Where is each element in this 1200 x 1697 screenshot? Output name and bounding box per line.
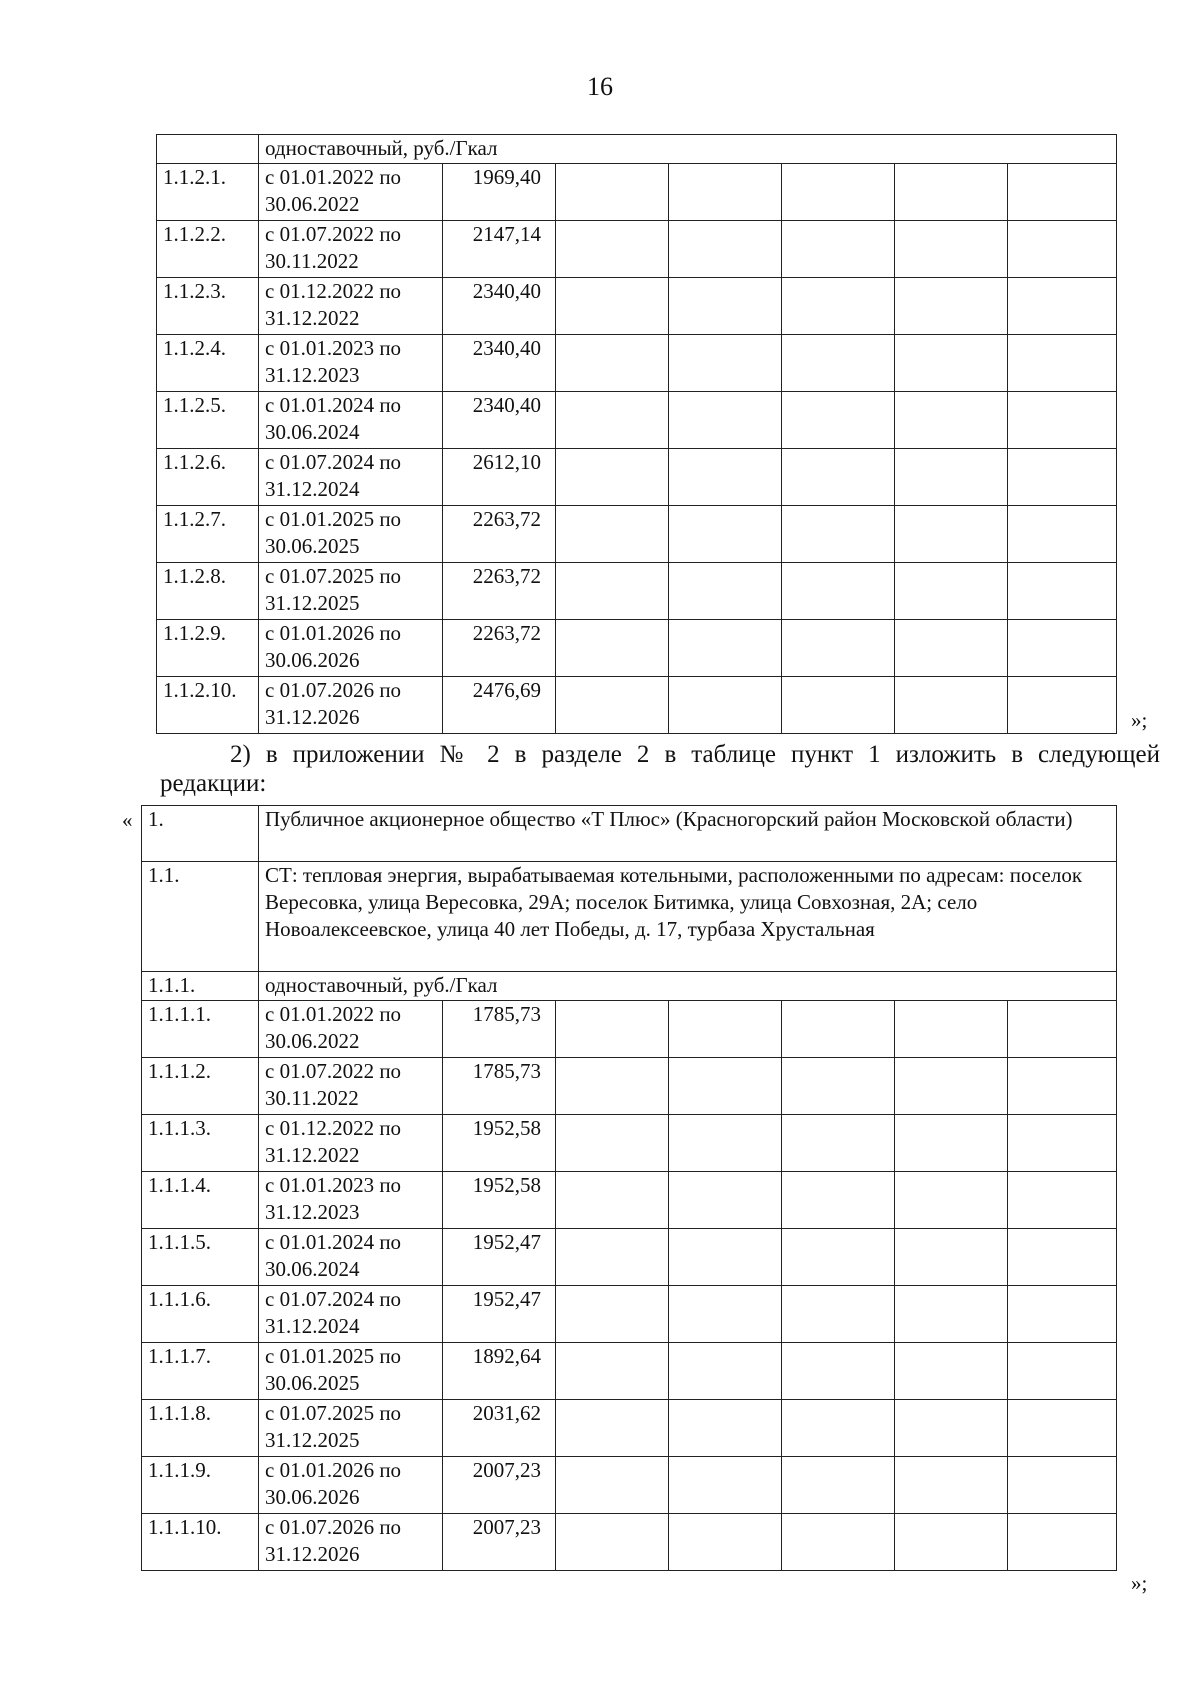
period-start: с 01.01.2025 по [265,1344,402,1368]
period-end: 31.12.2023 [265,363,360,387]
period-end: 30.11.2022 [265,1086,359,1110]
empty-cell [895,1229,1008,1286]
empty-cell [895,1001,1008,1058]
opening-quote-mark: « [122,808,133,832]
period-end: 31.12.2024 [265,1314,360,1338]
table-row [142,1172,1117,1229]
period-cell [259,1286,443,1343]
period-start: с 01.01.2022 по [265,1002,402,1026]
tariff-value-text: 2476,69 [472,678,541,702]
row-code [157,278,259,335]
period-start: с 01.07.2022 по [265,222,402,246]
empty-cell [782,278,895,335]
empty-cell [895,1457,1008,1514]
tariff-value [443,506,556,563]
table-row [157,164,1117,221]
empty-cell [669,1400,782,1457]
tariff-value-text: 1952,47 [472,1230,541,1254]
period-start: с 01.07.2025 по [265,564,402,588]
row-code [142,1229,259,1286]
amendment-paragraph [160,740,1160,798]
tariff-value-text: 1969,40 [472,165,541,189]
period-end: 31.12.2025 [265,591,360,615]
empty-cell [1008,1400,1117,1457]
empty-cell [556,1343,669,1400]
tariff-value [443,164,556,221]
tariff-value [443,1115,556,1172]
row-code [157,221,259,278]
empty-cell [556,677,669,734]
empty-cell [895,335,1008,392]
row-code-text: 1.1.1.1. [148,1002,211,1026]
empty-cell [1008,677,1117,734]
row-code [157,620,259,677]
empty-cell [669,164,782,221]
table-row [157,449,1117,506]
tariff-value [443,1400,556,1457]
row-code-text: 1.1.1.5. [148,1230,211,1254]
row-code-text: 1.1.1.8. [148,1401,211,1425]
period-start: с 01.07.2026 по [265,1515,402,1539]
row-code-text: 1.1.1.2. [148,1059,211,1083]
empty-cell [782,1457,895,1514]
period-end: 30.06.2022 [265,192,360,216]
empty-cell [669,1514,782,1571]
empty-cell [669,1343,782,1400]
closing-quote-mark: »; [1131,1571,1148,1595]
tariff-value [443,221,556,278]
table-unit-row [142,972,1117,1001]
period-start: с 01.12.2022 по [265,1116,402,1140]
empty-cell [556,1115,669,1172]
empty-cell [1008,278,1117,335]
empty-cell [1008,1343,1117,1400]
empty-cell [895,278,1008,335]
empty-cell [782,1343,895,1400]
table-row [142,1286,1117,1343]
tariff-value [443,1286,556,1343]
row-code [142,1400,259,1457]
empty-cell [556,563,669,620]
tariff-value [443,677,556,734]
empty-cell [669,1001,782,1058]
period-cell [259,563,443,620]
row-code [142,1172,259,1229]
table-row [157,392,1117,449]
tariff-table-1 [156,134,1117,734]
empty-cell [1008,164,1117,221]
table-unit-row [157,135,1117,164]
period-cell [259,1400,443,1457]
period-cell [259,1343,443,1400]
empty-cell [669,221,782,278]
tariff-value [443,449,556,506]
paragraph-line-1: 2) в приложении № 2 в разделе 2 в таблице пункт 1 изложить в следующей [230,741,1160,768]
row-code-text: 1.1.2.5. [163,393,226,417]
empty-cell [895,449,1008,506]
tariff-subject-text: СТ: тепловая энергия, вырабатываемая котельными, расположенными по адресам: поселок Вересовка, улица Вересовка, 29А; поселок Битимка, улица Совхозная, 2А; село Новоалексеевское, улица 40 лет Победы, д. 17, турбаза Хрустальная [259,862,1117,972]
tariff-value-text: 2147,14 [472,222,541,246]
empty-cell [1008,1058,1117,1115]
table-row [157,563,1117,620]
empty-cell [669,335,782,392]
tariff-value-text: 1952,58 [472,1173,541,1197]
empty-cell [556,1229,669,1286]
row-code [157,164,259,221]
period-cell [259,506,443,563]
row-code [142,1457,259,1514]
period-end: 31.12.2022 [265,306,360,330]
period-cell [259,1514,443,1571]
empty-cell [782,221,895,278]
period-end: 30.06.2024 [265,420,360,444]
empty-cell [1008,1514,1117,1571]
organization-name: Публичное акционерное общество «Т Плюс» (Красногорский район Московской области) [259,806,1117,862]
period-cell [259,449,443,506]
empty-cell [782,1172,895,1229]
tariff-value-text: 2340,40 [472,393,541,417]
period-start: с 01.07.2025 по [265,1401,402,1425]
row-code-text: 1.1.2.10. [163,678,237,702]
row-code [142,1286,259,1343]
tariff-value-text: 1892,64 [472,1344,541,1368]
row-code-text: 1.1.2.7. [163,507,226,531]
tariff-subject-row [142,862,1117,972]
period-end: 30.06.2024 [265,1257,360,1281]
period-end: 31.12.2022 [265,1143,360,1167]
closing-quote-mark: »; [1131,708,1148,732]
period-cell [259,1001,443,1058]
row-code [157,449,259,506]
tariff-value [443,1343,556,1400]
empty-cell [669,1457,782,1514]
empty-cell [895,1058,1008,1115]
empty-cell [1008,506,1117,563]
empty-cell [669,506,782,563]
row-code [157,677,259,734]
empty-cell [556,1400,669,1457]
table-row [142,1514,1117,1571]
period-start: с 01.01.2024 по [265,1230,402,1254]
period-start: с 01.07.2024 по [265,450,402,474]
empty-cell [895,620,1008,677]
period-end: 30.06.2026 [265,648,360,672]
empty-cell [782,677,895,734]
empty-cell [782,392,895,449]
empty-cell [669,1115,782,1172]
empty-cell [895,392,1008,449]
empty-cell [1008,1115,1117,1172]
period-start: с 01.01.2023 по [265,336,402,360]
period-start: с 01.01.2022 по [265,165,402,189]
empty-cell [669,1286,782,1343]
empty-cell [782,449,895,506]
empty-cell [782,1400,895,1457]
empty-cell [556,1058,669,1115]
empty-cell [895,1115,1008,1172]
empty-cell [669,677,782,734]
tariff-value [443,392,556,449]
period-end: 31.12.2025 [265,1428,360,1452]
tariff-value [443,1514,556,1571]
empty-cell [669,449,782,506]
period-cell [259,1229,443,1286]
period-start: с 01.01.2025 по [265,507,402,531]
period-start: с 01.07.2026 по [265,678,402,702]
empty-cell [782,620,895,677]
empty-cell [1008,1172,1117,1229]
empty-cell [895,164,1008,221]
table-row [142,1229,1117,1286]
period-cell [259,1172,443,1229]
empty-cell [895,1514,1008,1571]
empty-cell [1008,1229,1117,1286]
period-start: с 01.01.2026 по [265,621,402,645]
table-row [157,506,1117,563]
empty-cell [669,1229,782,1286]
tariff-value [443,563,556,620]
tariff-value-text: 1785,73 [472,1059,541,1083]
row-code [157,335,259,392]
period-end: 30.06.2026 [265,1485,360,1509]
tariff-value-text: 2007,23 [472,1458,541,1482]
period-cell [259,677,443,734]
empty-cell [782,506,895,563]
row-code-text: 1.1.1.10. [148,1515,222,1539]
empty-cell [782,1115,895,1172]
empty-cell [669,278,782,335]
row-code-text: 1.1.2.9. [163,621,226,645]
table-row [157,278,1117,335]
period-end: 31.12.2023 [265,1200,360,1224]
row-code: 1. [142,806,259,862]
tariff-value [443,1229,556,1286]
unit-label: одноставочный, руб./Гкал [259,135,1117,164]
tariff-value-text: 2263,72 [472,621,541,645]
empty-cell [556,1286,669,1343]
tariff-value-text: 2007,23 [472,1515,541,1539]
period-cell [259,278,443,335]
empty-cell [556,164,669,221]
row-code: 1.1. [142,862,259,972]
empty-cell [895,1172,1008,1229]
row-code: 1.1.1. [142,972,259,1001]
tariff-value [443,335,556,392]
page-number: 16 [587,72,613,101]
period-end: 30.06.2022 [265,1029,360,1053]
tariff-value-text: 1952,47 [472,1287,541,1311]
period-end: 31.12.2026 [265,705,360,729]
tariff-value-text: 1952,58 [472,1116,541,1140]
empty-cell [895,1400,1008,1457]
period-cell [259,1115,443,1172]
period-end: 30.11.2022 [265,249,359,273]
table-row [142,1400,1117,1457]
empty-cell [556,449,669,506]
empty-cell [556,1457,669,1514]
empty-cell [782,1286,895,1343]
empty-cell [782,335,895,392]
empty-cell [895,563,1008,620]
empty-cell [556,1514,669,1571]
tariff-value [443,1457,556,1514]
empty-cell [1008,449,1117,506]
period-cell [259,1058,443,1115]
period-cell [259,1457,443,1514]
period-cell [259,392,443,449]
row-code-text: 1.1.1.3. [148,1116,211,1140]
tariff-value-text: 2340,40 [472,336,541,360]
period-cell [259,221,443,278]
tariff-table-2 [141,805,1117,1571]
paragraph-line-2: редакции: [160,770,267,797]
empty-cell [895,677,1008,734]
empty-cell [1008,1001,1117,1058]
table-row [157,620,1117,677]
period-start: с 01.01.2024 по [265,393,402,417]
tariff-value [443,620,556,677]
empty-cell [1008,392,1117,449]
empty-cell [782,164,895,221]
row-code [142,1058,259,1115]
tariff-value-text: 1785,73 [472,1002,541,1026]
row-code [142,1343,259,1400]
empty-cell [895,1286,1008,1343]
empty-cell [556,221,669,278]
empty-cell [556,620,669,677]
row-code-text: 1.1.2.3. [163,279,226,303]
tariff-value-text: 2263,72 [472,564,541,588]
row-code-text: 1.1.1.6. [148,1287,211,1311]
period-end: 31.12.2026 [265,1542,360,1566]
table-row [142,1457,1117,1514]
table-row [142,1058,1117,1115]
tariff-value-text: 2340,40 [472,279,541,303]
row-code-text: 1.1.2.4. [163,336,226,360]
table-row [142,1001,1117,1058]
tariff-value-text: 2612,10 [472,450,541,474]
empty-cell [1008,563,1117,620]
empty-cell [895,221,1008,278]
tariff-value [443,278,556,335]
empty-cell [669,620,782,677]
empty-cell [782,1001,895,1058]
empty-cell [1008,1286,1117,1343]
row-code [142,1001,259,1058]
period-end: 30.06.2025 [265,1371,360,1395]
empty-cell [669,1172,782,1229]
row-code [157,392,259,449]
empty-cell [1008,620,1117,677]
empty-cell [1008,335,1117,392]
period-start: с 01.01.2023 по [265,1173,402,1197]
table-row [157,335,1117,392]
empty-cell [556,392,669,449]
row-code [142,1115,259,1172]
period-cell [259,335,443,392]
empty-cell [556,1001,669,1058]
empty-cell [556,1172,669,1229]
row-code-text: 1.1.1.7. [148,1344,211,1368]
row-code [157,135,259,164]
empty-cell [1008,1457,1117,1514]
period-end: 31.12.2024 [265,477,360,501]
tariff-value [443,1172,556,1229]
row-code [157,506,259,563]
empty-cell [669,1058,782,1115]
empty-cell [782,1229,895,1286]
period-start: с 01.07.2022 по [265,1059,402,1083]
period-cell [259,620,443,677]
row-code-text: 1.1.2.2. [163,222,226,246]
row-code [157,563,259,620]
empty-cell [556,335,669,392]
empty-cell [669,392,782,449]
table-row [157,221,1117,278]
row-code-text: 1.1.2.1. [163,165,226,189]
tariff-value-text: 2263,72 [472,507,541,531]
unit-label: одноставочный, руб./Гкал [259,972,1117,1001]
period-end: 30.06.2025 [265,534,360,558]
empty-cell [782,1058,895,1115]
table-row [142,1343,1117,1400]
table-row [157,677,1117,734]
empty-cell [1008,221,1117,278]
empty-cell [782,1514,895,1571]
tariff-value [443,1058,556,1115]
empty-cell [895,506,1008,563]
tariff-value [443,1001,556,1058]
row-code-text: 1.1.1.4. [148,1173,211,1197]
period-start: с 01.12.2022 по [265,279,402,303]
table-row [142,1115,1117,1172]
empty-cell [895,1343,1008,1400]
empty-cell [556,506,669,563]
row-code [142,1514,259,1571]
empty-cell [669,563,782,620]
empty-cell [782,563,895,620]
period-start: с 01.07.2024 по [265,1287,402,1311]
row-code-text: 1.1.2.8. [163,564,226,588]
row-code-text: 1.1.1.9. [148,1458,211,1482]
row-code-text: 1.1.2.6. [163,450,226,474]
period-start: с 01.01.2026 по [265,1458,402,1482]
tariff-value-text: 2031,62 [472,1401,541,1425]
empty-cell [556,278,669,335]
period-cell [259,164,443,221]
organization-row [142,806,1117,862]
